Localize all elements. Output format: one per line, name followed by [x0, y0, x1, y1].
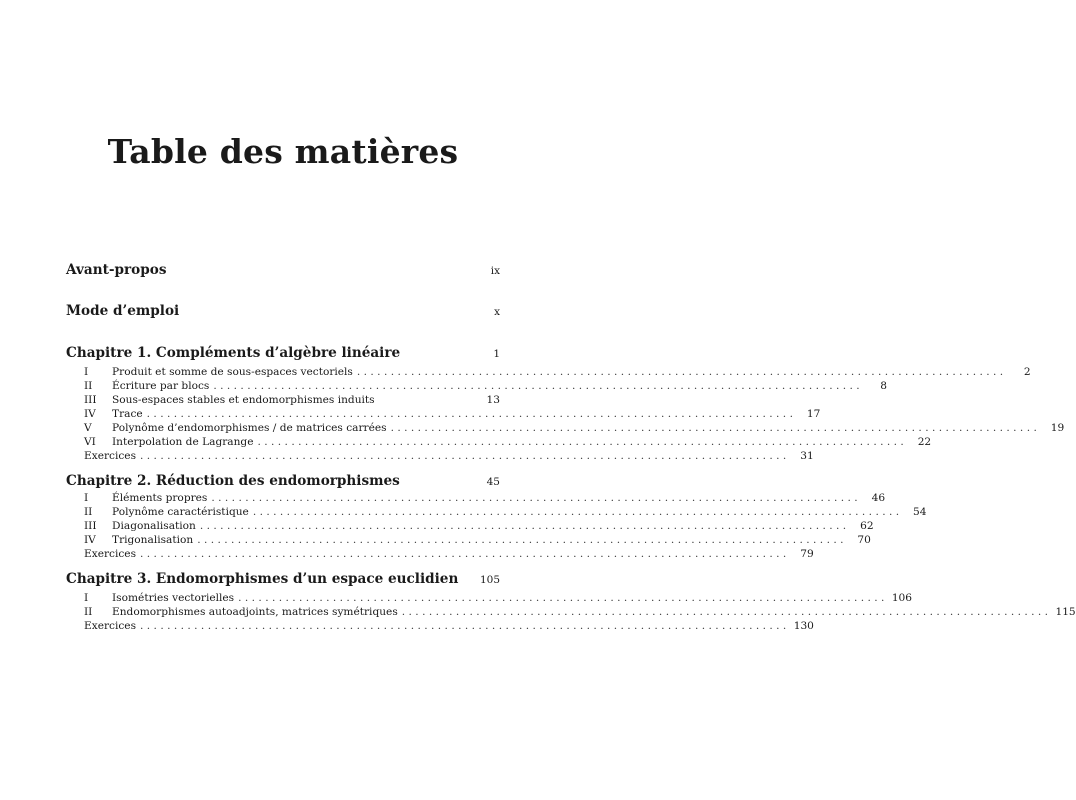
toc-section[interactable]: [66, 520, 874, 532]
section-title: Interpolation de Lagrange: [112, 436, 254, 448]
leader-dots: ................................................................................................: [140, 548, 790, 560]
section-title: Exercices: [84, 620, 137, 632]
chapter-title: Chapitre 3. Endomorphismes d’un espace euclidien: [66, 571, 459, 587]
leader-dots: ................................................................................................: [356, 366, 1007, 378]
chapter-title: Chapitre 2. Réduction des endomorphismes: [66, 473, 400, 489]
section-title: Endomorphismes autoadjoints, matrices symétriques: [112, 606, 398, 618]
toc-chapter-3[interactable]: [66, 571, 500, 587]
chapter-page: 1: [493, 348, 500, 360]
section-page: 22: [917, 436, 932, 448]
section-title: Trace: [112, 408, 143, 420]
section-number: IV: [84, 408, 96, 420]
section-number: II: [84, 606, 93, 618]
toc-section[interactable]: [66, 422, 1065, 434]
section-page: 115: [1055, 606, 1076, 618]
section-page: 2: [1023, 366, 1031, 378]
section-number: III: [84, 520, 97, 532]
leader-dots: ................................................................................................: [140, 620, 790, 632]
toc-section[interactable]: [66, 380, 888, 392]
toc-chapter-1[interactable]: [66, 345, 500, 361]
leader-dots: ................................................................................................: [238, 592, 888, 604]
toc-section[interactable]: [66, 394, 500, 406]
section-page: 8: [880, 380, 888, 392]
section-title: Trigonalisation: [112, 534, 194, 546]
section-page: 46: [871, 492, 886, 504]
section-number: II: [84, 380, 93, 392]
toc-entry-label: Mode d’emploi: [66, 303, 180, 319]
section-title: Exercices: [84, 548, 137, 560]
section-page: 106: [891, 592, 913, 604]
section-title: Isométries vectorielles: [112, 592, 235, 604]
toc-section[interactable]: [66, 592, 913, 604]
leader-dots: ................................................................................................: [211, 492, 862, 504]
section-page: 13: [486, 394, 500, 406]
section-number: III: [84, 394, 97, 406]
section-title: Écriture par blocs: [112, 380, 210, 392]
toc-exercises[interactable]: [66, 620, 814, 632]
leader-dots: ................................................................................................: [257, 436, 908, 448]
toc-entry-avant-propos[interactable]: [66, 262, 500, 278]
section-page: 31: [800, 450, 814, 462]
toc-exercises[interactable]: [66, 450, 814, 462]
section-page: 62: [860, 520, 874, 532]
leader-dots: ................................................................................................: [199, 520, 850, 532]
section-number: I: [84, 592, 89, 604]
leader-dots: ................................................................................................: [252, 506, 903, 518]
toc-section[interactable]: [66, 534, 871, 546]
section-title: Polynôme d’endomorphismes / de matrices carrées: [112, 422, 387, 434]
section-number: I: [84, 492, 89, 504]
chapter-page: 105: [479, 574, 500, 586]
section-title: Produit et somme de sous-espaces vectoriels: [112, 366, 353, 378]
toc-exercises[interactable]: [66, 548, 814, 560]
section-title: Diagonalisation: [112, 520, 196, 532]
section-page: 79: [800, 548, 814, 560]
toc-chapter-2[interactable]: [66, 473, 500, 489]
toc-entry-label: Avant-propos: [66, 262, 167, 278]
toc-section[interactable]: [66, 506, 927, 518]
leader-dots: ................................................................................................: [146, 408, 797, 420]
toc-section[interactable]: [66, 436, 932, 448]
section-page: 17: [806, 408, 821, 420]
toc-entry-page: x: [494, 306, 500, 318]
section-number: V: [84, 422, 92, 434]
toc-entry-page: ix: [490, 265, 500, 277]
toc-section[interactable]: [66, 408, 821, 420]
chapter-title: Chapitre 1. Compléments d’algèbre linéaire: [66, 345, 401, 361]
section-title: Exercices: [84, 450, 137, 462]
section-page: 54: [913, 506, 927, 518]
section-number: I: [84, 366, 89, 378]
leader-dots: ................................................................................................: [213, 380, 864, 392]
leader-dots: ................................................................................................: [197, 534, 847, 546]
section-page: 19: [1050, 422, 1065, 434]
leader-dots: ................................................................................................: [140, 450, 790, 462]
section-title: Sous-espaces stables et endomorphismes induits: [112, 394, 375, 406]
section-number: VI: [84, 436, 96, 448]
toc-section[interactable]: [66, 366, 1031, 378]
section-number: II: [84, 506, 93, 518]
toc-section[interactable]: [66, 606, 1076, 618]
section-title: Éléments propres: [112, 492, 208, 504]
section-number: IV: [84, 534, 96, 546]
section-page: 130: [793, 620, 814, 632]
leader-dots: ................................................................................................: [390, 422, 1041, 434]
toc-section[interactable]: [66, 492, 886, 504]
page-title: Table des matières: [107, 132, 459, 171]
section-page: 70: [857, 534, 871, 546]
chapter-page: 45: [486, 476, 500, 488]
section-title: Polynôme caractéristique: [112, 506, 249, 518]
leader-dots: ................................................................................................: [401, 606, 1052, 618]
toc-entry-mode-emploi[interactable]: [66, 303, 500, 319]
